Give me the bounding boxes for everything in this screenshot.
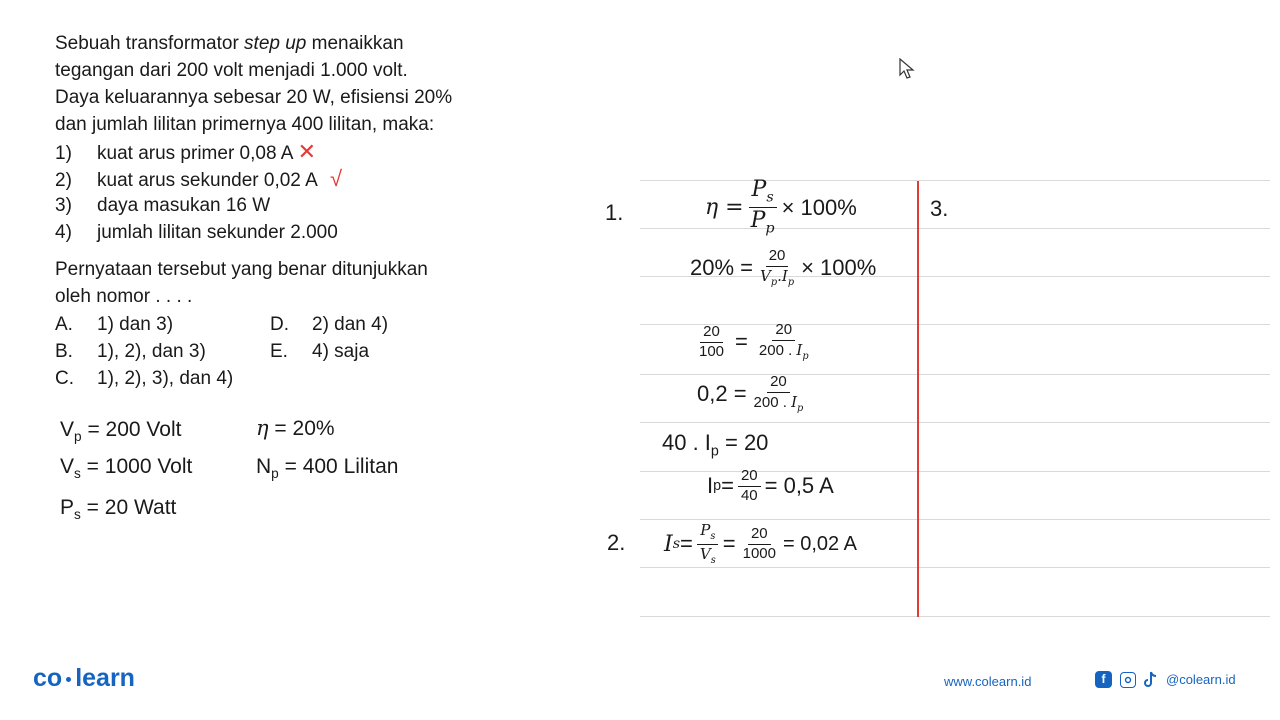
option-letter: E. <box>270 341 288 362</box>
symbol: I <box>707 473 714 498</box>
statement-number: 1) <box>55 143 72 164</box>
symbol: V <box>60 418 75 441</box>
symbol: P <box>60 496 75 519</box>
denominator: 40 <box>740 486 758 504</box>
option-a <box>55 311 173 338</box>
question-line-1 <box>55 30 404 57</box>
social-handle[interactable]: @colearn.id <box>1166 672 1236 687</box>
logo-text: co <box>33 664 63 692</box>
symbol: V <box>699 544 711 563</box>
option-text: 2) dan 4) <box>312 314 389 335</box>
denominator: 1000 <box>742 544 776 562</box>
subscript: p <box>802 350 809 362</box>
equals: = <box>722 531 736 557</box>
question-text-italic: step up <box>244 33 307 54</box>
symbol: I <box>664 531 673 557</box>
fraction <box>738 468 761 504</box>
tiktok-icon[interactable] <box>1144 671 1158 688</box>
question-line-4: dan jumlah lilitan primernya 400 lilitan, maka: <box>55 114 435 135</box>
statement-4 <box>55 219 338 246</box>
option-b <box>55 338 206 365</box>
solution-label-3: 3. <box>930 196 949 221</box>
statement-number: 2) <box>55 170 72 191</box>
logo-text: learn <box>75 664 135 692</box>
symbol: P <box>751 177 767 202</box>
facebook-icon[interactable]: f <box>1095 671 1112 688</box>
subscript: s <box>710 531 716 542</box>
rule-line <box>640 616 1270 617</box>
subscript: p <box>770 276 778 288</box>
prompt-line-2: oleh nomor . . . . <box>55 286 193 307</box>
symbol: P <box>750 208 766 234</box>
mouse-cursor-icon <box>899 58 915 80</box>
fraction <box>740 526 779 562</box>
option-d <box>270 311 388 338</box>
rule-line <box>640 422 1270 423</box>
social-links <box>1095 671 1236 688</box>
equation-efficiency <box>705 178 857 237</box>
equation-text: = 20 <box>718 430 769 455</box>
colearn-logo[interactable] <box>33 664 135 693</box>
symbol: N <box>256 455 272 478</box>
question-line-3: Daya keluarannya sebesar 20 W, efisiensi 20% <box>55 87 453 108</box>
value: = 20% <box>268 417 335 440</box>
symbol: V <box>60 455 75 478</box>
equation-secondary-current <box>664 522 857 566</box>
subscript: s <box>710 554 716 566</box>
known-vs <box>60 455 192 481</box>
solution-label-2: 2. <box>607 530 626 555</box>
option-e <box>270 338 369 365</box>
statement-text: kuat arus primer 0,08 A <box>97 143 293 164</box>
equation-ratio <box>692 322 816 362</box>
subscript: p <box>787 276 795 288</box>
solution-label-1: 1. <box>605 200 624 225</box>
equation-substitution <box>690 248 876 288</box>
question-line-2: tegangan dari 200 volt menjadi 1.000 volt. <box>55 60 408 81</box>
option-letter: B. <box>55 341 73 362</box>
subscript: p <box>710 443 719 460</box>
numerator: 20 <box>767 374 790 393</box>
instagram-icon[interactable] <box>1120 672 1136 688</box>
fraction <box>757 248 797 288</box>
question-text: Sebuah transformator <box>55 33 245 54</box>
dot: . <box>777 266 782 285</box>
statement-2 <box>55 165 342 194</box>
known-vp <box>60 418 181 444</box>
equation-tail: × 100% <box>781 194 857 220</box>
subscript: s <box>74 507 81 523</box>
equation-lhs: 0,2 = <box>697 381 747 407</box>
subscript: p <box>271 466 279 482</box>
fraction <box>751 374 807 414</box>
statement-number: 4) <box>55 222 72 243</box>
subscript: s <box>766 189 774 206</box>
subscript: s <box>672 536 681 553</box>
subscript: p <box>74 429 82 445</box>
equation-tail: × 100% <box>801 255 877 281</box>
known-np <box>256 455 398 481</box>
option-text: 1) dan 3) <box>97 314 174 335</box>
equals: = <box>735 329 748 355</box>
fraction <box>756 322 812 362</box>
result: = 0,02 A <box>783 532 857 555</box>
option-letter: D. <box>270 314 289 335</box>
option-letter: C. <box>55 368 74 389</box>
check-mark-icon: √ <box>330 166 343 191</box>
option-text: 4) saja <box>312 341 370 362</box>
value: = 20 Watt <box>80 496 177 519</box>
fraction <box>696 324 727 360</box>
prompt-line-1: Pernyataan tersebut yang benar ditunjukkan <box>55 259 428 280</box>
numerator: 20 <box>700 324 723 343</box>
subscript: p <box>765 220 775 237</box>
logo-dot-icon <box>66 677 71 682</box>
denominator: 200 . <box>753 393 792 411</box>
value: = 400 Lilitan <box>278 455 399 478</box>
option-text: 1), 2), 3), dan 4) <box>97 368 234 389</box>
statement-1 <box>55 138 316 167</box>
statement-text: kuat arus sekunder 0,02 A <box>97 170 317 191</box>
subscript: s <box>74 466 81 482</box>
symbol: V <box>760 266 771 285</box>
statement-number: 3) <box>55 195 72 216</box>
equation-text: 40 . I <box>662 430 711 455</box>
known-eta <box>256 416 335 441</box>
symbol: I <box>791 392 798 411</box>
option-c <box>55 365 233 392</box>
symbol: I <box>781 266 788 285</box>
equals: = <box>721 473 734 498</box>
option-letter: A. <box>55 314 73 335</box>
statement-3 <box>55 192 270 219</box>
option-text: 1), 2), dan 3) <box>97 341 206 362</box>
statement-text: daya masukan 16 W <box>97 195 271 216</box>
numerator: 20 <box>748 526 771 545</box>
question-text: menaikkan <box>306 33 404 54</box>
margin-line <box>917 181 919 617</box>
symbol: P <box>700 521 711 539</box>
equals: = <box>680 531 693 557</box>
equation-primary-current <box>707 468 834 504</box>
denominator: 200 . <box>758 341 797 359</box>
wrong-mark-icon: ✕ <box>297 139 317 164</box>
symbol: η <box>256 416 269 440</box>
numerator: 20 <box>772 322 795 341</box>
fraction <box>697 522 719 566</box>
result: = 0,5 A <box>764 473 834 498</box>
equation-lhs: 20% = <box>690 255 753 281</box>
subscript: p <box>797 402 804 414</box>
numerator: 20 <box>766 248 789 267</box>
numerator: 20 <box>738 468 761 487</box>
rule-line <box>640 519 1270 520</box>
website-link[interactable]: www.colearn.id <box>944 674 1032 689</box>
denominator: 100 <box>699 342 725 360</box>
equation-decimal <box>697 374 810 414</box>
known-ps <box>60 496 176 522</box>
value: = 200 Volt <box>81 418 182 441</box>
rule-line <box>640 567 1270 568</box>
statement-text: jumlah lilitan sekunder 2.000 <box>97 222 338 243</box>
subscript: p <box>713 478 722 494</box>
equation-product <box>662 430 768 459</box>
symbol: I <box>796 340 803 359</box>
fraction <box>748 178 778 237</box>
value: = 1000 Volt <box>80 455 193 478</box>
equation-lhs: η = <box>705 195 744 221</box>
